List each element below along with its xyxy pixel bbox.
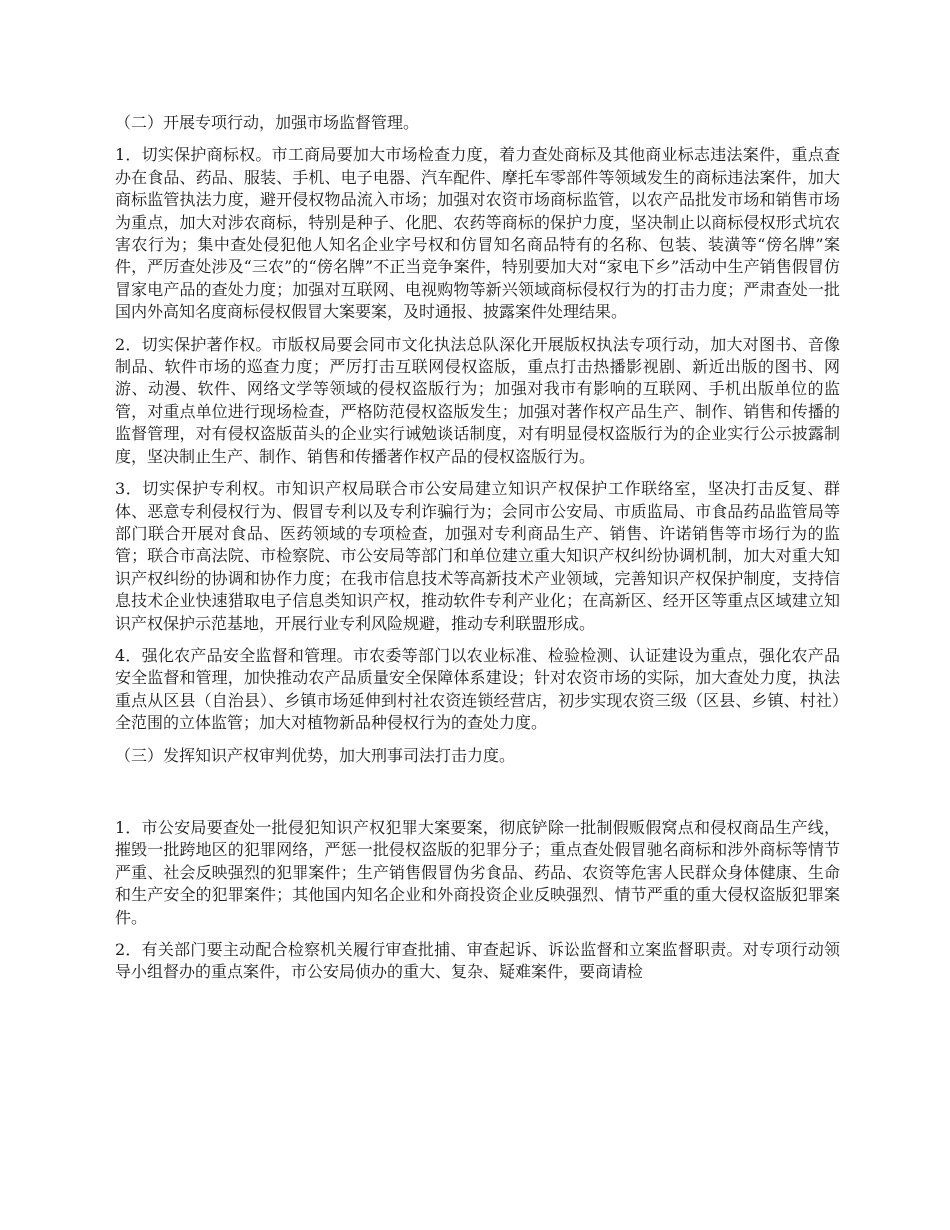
paragraph-patent: 3．切实保护专利权。市知识产权局联合市公安局建立知识产权保护工作联络室，坚决打击反复、群体、恶意专利侵权行为、假冒专利以及专利诈骗行为；会同市公安局、市质监局、市食品药品监管局等部门联合开展对食品、医药领域的专项检查，加强对专利商品生产、销售、许诺销售等市场行为的监管；联合市高法院、市检察院、市公安局等部门和单位建立重大知识产权纠纷协调机制，加大对重大知识产权纠纷的协调和协作力度；在我市信息技术等高新技术产业领域，完善知识产权保护制度，支持信息技术企业快速猎取电子信息类知识产权，推动软件专利产业化；在高新区、经开区等重点区域建立知识产权保护示范基地，开展行业专利风险规避，推动专利联盟形成。 <box>115 479 840 633</box>
paragraph-procuratorate: 2．有关部门要主动配合检察机关履行审查批捕、审查起诉、诉讼监督和立案监督职责。对专项行动领导小组督办的重点案件，市公安局侦办的重大、复杂、疑难案件，要商请检 <box>115 940 840 982</box>
paragraph-agriculture: 4．强化农产品安全监督和管理。市农委等部门以农业标准、检验检测、认证建设为重点，强化农产品安全监督和管理，加快推动农产品质量安全保障体系建设；针对农资市场的实际，加大查处力度，执法重点从区县（自治县）、乡镇市场延伸到村社农资连锁经营店，初步实现农资三级（区县、乡镇、村社）全范围的立体监管；加大对植物新品种侵权行为的查处力度。 <box>115 645 840 733</box>
paragraph-police: 1．市公安局要查处一批侵犯知识产权犯罪大案要案，彻底铲除一批制假贩假窝点和侵权商品生产线，摧毁一批跨地区的犯罪网络，严惩一批侵权盗版的犯罪分子；重点查处假冒驰名商标和涉外商标等情节严重、社会反映强烈的犯罪案件；生产销售假冒伪劣食品、药品、农资等危害人民群众身体健康、生命和生产安全的犯罪案件；其他国内知名企业和外商投资企业反映强烈、情节严重的重大侵权盗版犯罪案件。 <box>115 817 840 927</box>
paragraph-trademark: 1．切实保护商标权。市工商局要加大市场检查力度，着力查处商标及其他商业标志违法案件，重点查办在食品、药品、服装、手机、电子电器、汽车配件、摩托车零部件等领域发生的商标违法案件，加大商标监管执法力度，避开侵权物品流入市场；加强对农资市场商标监管，以农产品批发市场和销售市场为重点，加大对涉农商标，特别是种子、化肥、农药等商标的保护力度，坚决制止以商标侵权形式坑农害农行为；集中查处侵犯他人知名企业字号权和仿冒知名商品特有的名称、包装、装潢等“傍名牌”案件，严厉查处涉及“三农”的“傍名牌”不正当竞争案件，特别要加大对“家电下乡”活动中生产销售假冒仿冒家电产品的查处力度；加强对互联网、电视购物等新兴领域商标侵权行为的打击力度；严肃查处一批国内外高知名度商标侵权假冒大案要案，及时通报、披露案件处理结果。 <box>115 145 840 322</box>
document-page <box>115 112 840 994</box>
section-heading-2: （二）开展专项行动，加强市场监督管理。 <box>115 113 420 132</box>
blank-gap <box>115 777 840 817</box>
section-heading-3: （三）发挥知识产权审判优势，加大刑事司法打击力度。 <box>115 745 516 765</box>
paragraph-copyright: 2．切实保护著作权。市版权局要会同市文化执法总队深化开展版权执法专项行动，加大对图书、音像制品、软件市场的巡查力度；严厉打击互联网侵权盗版，重点打击热播影视剧、新近出版的图书、网游、动漫、软件、网络文学等领域的侵权盗版行为；加强对我市有影响的互联网、手机出版单位的监管，对重点单位进行现场检查，严格防范侵权盗版发生；加强对著作权产品生产、制作、销售和传播的监督管理，对有侵权盗版苗头的企业实行诫勉谈话制度，对有明显侵权盗版行为的企业实行公示披露制度，坚决制止生产、制作、销售和传播著作权产品的侵权盗版行为。 <box>115 334 840 466</box>
